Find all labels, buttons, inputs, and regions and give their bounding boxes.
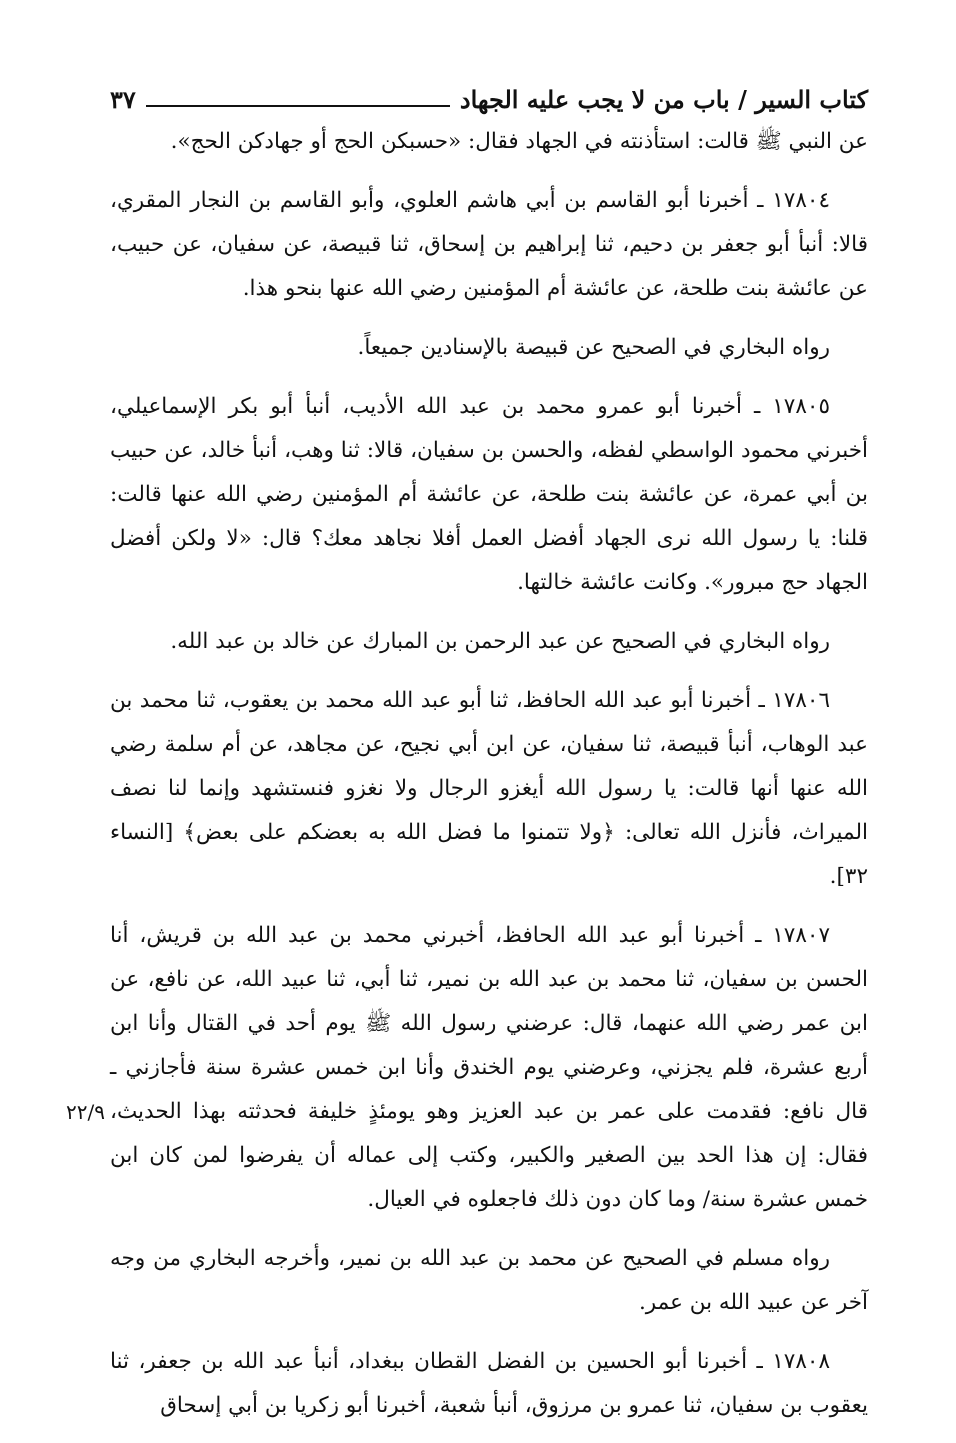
running-title: كتاب السير / باب من لا يجب عليه الجهاد: [459, 85, 868, 114]
paragraph: عن النبي ﷺ قالت: استأذنته في الجهاد فقال: «حسبكن الحج أو جهادكن الحج».: [170, 129, 868, 154]
hadith-paragraph: ١٧٨٠٧ ـ أخبرنا أبو عبد الله الحافظ، أخبرني محمد بن عبد الله بن قريش، أنا الحسن بن سفيان، ثنا محمد بن عبد الله بن نمير، ثنا أبي، ثنا عبيد الله، عن نافع، عن ابن عمر رضي الله عنهما، قال: عرضني رسول الله ﷺ يوم أحد في القتال وأنا ابن أربع عشرة، فلم يجزني، وعرضني يوم الخندق وأنا ابن خمس عشرة سنة فأجازني ـ قال نافع: فقدمت على عمر بن عبد العزيز وهو يومئذٍ خليفة فحدثته بهذا الحديث، فقال: إن هذا الحد بين الصغير والكبير، وكتب إلى عماله أن يفرضوا لمن كان ابن خمس عشرة سنة/ وما كان دون ذلك فاجعلوه في العيال.: [110, 923, 868, 1212]
hadith-paragraph: ١٧٨٠٦ ـ أخبرنا أبو عبد الله الحافظ، ثنا أبو عبد الله محمد بن يعقوب، ثنا محمد بن عبد الوهاب، أنبأ قبيصة، ثنا سفيان، عن ابن أبي نجيح، عن مجاهد، عن أم سلمة رضي الله عنها أنها قالت: يا رسول الله أيغزو الرجال ولا نغزو فنستشهد وإنما لنا نصف الميراث، فأنزل الله تعالى: ﴿ولا تتمنوا ما فضل الله به بعضكم على بعض﴾ [النساء ٣٢].: [110, 688, 868, 889]
margin-reference-note: ٢٢/٩: [66, 1100, 105, 1124]
narration-note: رواه البخاري في الصحيح عن قبيصة بالإسنادين جميعاً.: [357, 335, 830, 360]
page-number: ٣٧: [110, 85, 136, 114]
narration-note: رواه البخاري في الصحيح عن عبد الرحمن بن المبارك عن خالد بن عبد الله.: [170, 629, 830, 654]
body-text: [110, 120, 868, 1443]
hadith-paragraph: ١٧٨٠٤ ـ أخبرنا أبو القاسم بن أبي هاشم العلوي، وأبو القاسم بن النجار المقري، قالا: أنبأ أبو جعفر بن دحيم، ثنا إبراهيم بن إسحاق، ثنا قبيصة، عن سفيان، عن حبيب، عن عائشة بنت طلحة، عن عائشة أم المؤمنين رضي الله عنها بنحو هذا.: [110, 188, 868, 301]
narration-note: رواه مسلم في الصحيح عن محمد بن عبد الله بن نمير، وأخرجه البخاري من وجه آخر عن عبيد الله بن عمر.: [110, 1246, 868, 1315]
running-header: [110, 72, 868, 112]
hadith-paragraph: ١٧٨٠٨ ـ أخبرنا أبو الحسين بن الفضل القطان ببغداد، أنبأ عبد الله بن جعفر، ثنا يعقوب بن سفيان، ثنا عمرو بن مرزوق، أنبأ شعبة، أخبرنا أبو زكريا بن أبي إسحاق: [110, 1349, 868, 1418]
header-rule: [146, 105, 450, 107]
hadith-paragraph: ١٧٨٠٥ ـ أخبرنا أبو عمرو محمد بن عبد الله الأديب، أنبأ أبو بكر الإسماعيلي، أخبرني محمود الواسطي لفظه، والحسن بن سفيان، قالا: ثنا وهب، أنبأ خالد، عن حبيب بن أبي عمرة، عن عائشة بنت طلحة، عن عائشة أم المؤمنين رضي الله عنها قالت: قلنا: يا رسول الله نرى الجهاد أفضل العمل أفلا نجاهد معك؟ قال: «لا ولكن أفضل الجهاد حج مبرور». وكانت عائشة خالتها.: [110, 394, 868, 595]
